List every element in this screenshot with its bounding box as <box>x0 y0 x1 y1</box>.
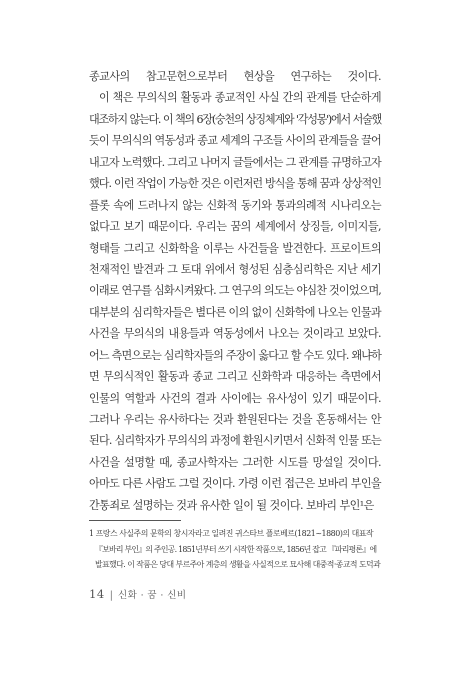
body-line: 천재적인 발견과 그 토대 위에서 형성된 심층심리학은 지난 세기 <box>89 262 381 276</box>
body-line: 종교사의 참고문헌으로부터 현상을 연구하는 것이다. <box>89 70 381 83</box>
footnote-divider <box>89 520 181 521</box>
body-line: 사건을 설명할 때, 종교사학자는 그러한 시도를 망설일 것이다. <box>89 455 381 469</box>
body-line: 대조하지 않는다. 이 책의 6장(숭천의 상징체계와 '각성몽')에서 서술했 <box>89 112 381 126</box>
running-footer <box>89 587 186 601</box>
body-line: 대부분의 심리학자들은 별다른 이의 없이 신화학에 나오는 인물과 <box>89 305 381 319</box>
footnote-line: 1 프랑스 사실주의 문학의 창시자라고 일려진 귀스타브 플로베르(1821~1880)의 대표작 <box>89 529 374 538</box>
body-line: 된다. 심리학자가 무의식의 과정에 환원시키면서 신화적 인물 또는 <box>89 434 381 448</box>
page-number: 14 <box>89 587 105 601</box>
body-line: 형태들 그리고 신화학을 이루는 사건들을 발견한다. 프로이트의 <box>89 241 381 255</box>
footer-separator: | <box>109 590 114 601</box>
body-line: 면 무의식적인 활동과 종교 그리고 신화학과 대응하는 측면에서 <box>89 370 381 384</box>
body-line: 듯이 무의식의 역동성과 종교 세계의 구조들 사이의 관계들을 끌어 <box>89 134 381 148</box>
body-line: 플롯 속에 드러나지 않는 신화적 동기와 통과의례적 시나리오는 <box>89 198 381 212</box>
body-line: 했다. 이런 작업이 가능한 것은 이런저런 방식을 통해 꿈과 상상적인 <box>89 177 381 191</box>
body-line: 사건을 무의식의 내용들과 역동성에서 나오는 것이라고 보았다. <box>89 327 381 341</box>
body-line: 그러나 우리는 유사하다는 것과 환원된다는 것을 혼동해서는 안 <box>89 413 381 426</box>
footnote-line: 『보바리 부인』의 주인공. 1851년부터 쓰기 시작한 작품으로, 1856년 잡고 『파리평론』에 <box>95 544 377 554</box>
body-line: 내고자 노력했다. 그리고 나머지 글들에서는 그 관계를 규명하고자 <box>89 155 381 169</box>
footnote <box>89 526 381 573</box>
body-line: 아마도 다른 사람도 그럴 것이다. 가령 이런 접근은 보바리 부인을 <box>89 477 381 491</box>
body-line: 없다고 보기 때문이다. 우리는 꿈의 세계에서 상징들, 이미지들, <box>89 220 381 234</box>
footnote-line: 발표했다. 이 작품은 당대 부르주아 계층의 생활을 사실적으로 묘사해 대중적·종교적 도덕과 <box>95 560 381 569</box>
body-line: 어느 측면으로는 심리학자들의 주장이 옳다고 할 수도 있다. 왜냐하 <box>89 348 381 362</box>
body-line: 인물의 역할과 사건의 결과 사이에는 유사성이 있기 때문이다. <box>89 391 381 405</box>
body-text <box>89 66 381 516</box>
body-line: 간통죄로 설명하는 것과 유사한 일이 될 것이다. 보바리 부인¹은 <box>89 498 374 512</box>
body-line: 이래로 연구를 심화시켜왔다. 그 연구의 의도는 야심찬 것이었으며, <box>89 284 381 298</box>
running-title: 신화 · 꿈 · 신비 <box>118 590 187 601</box>
body-line: 이 책은 무의식의 활동과 종교적인 사실 간의 관계를 단순하게 <box>99 91 381 105</box>
